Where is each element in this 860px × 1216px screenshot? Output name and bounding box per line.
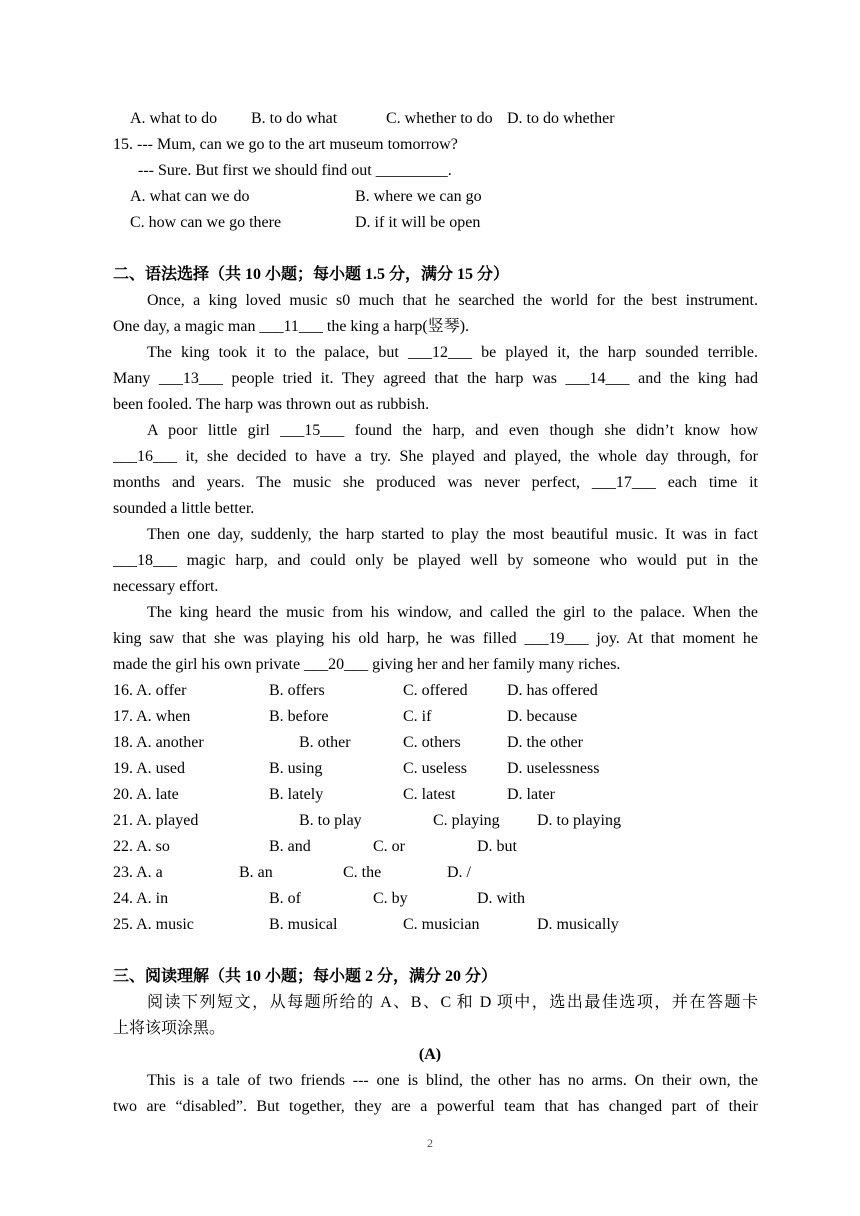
q14-option-b: B. to do what [251, 110, 338, 127]
option-item: B. offers [269, 682, 325, 699]
option-item: 23. A. a [113, 864, 163, 881]
passage-line: This is a tale of two friends --- one is blind, the other has no arms. On their own, the [147, 1072, 758, 1089]
passage-line: months and years. The music she produced was never perfect, ___17___ each time it [113, 474, 758, 491]
option-item: B. an [239, 864, 273, 881]
passage-line: The king heard the music from his window, and called the girl to the palace. When the [147, 604, 758, 621]
q15-option-c: C. how can we go there [130, 214, 282, 231]
option-item: B. using [269, 760, 323, 777]
option-item: B. lately [269, 786, 324, 803]
q15-option-b: B. where we can go [355, 188, 482, 205]
option-item: B. and [269, 838, 311, 855]
passage-line: The king took it to the palace, but ___12___ be played it, the harp sounded terrible. [147, 344, 758, 361]
q15-option-d: D. if it will be open [355, 214, 481, 231]
option-item: C. latest [403, 786, 456, 803]
passage-line: made the girl his own private ___20___ giving her and her family many riches. [113, 656, 621, 673]
page-number: 2 [427, 1136, 433, 1150]
section2-heading: 二、语法选择（共 10 小题；每小题 1.5 分，满分 15 分） [113, 266, 510, 283]
passage-line: Once, a king loved music s0 much that he searched the world for the best instrument. [147, 292, 758, 309]
option-item: C. or [373, 838, 405, 855]
option-item: B. other [299, 734, 351, 751]
option-item: C. musician [403, 916, 480, 933]
passage-line: ___18___ magic harp, and could only be played well by someone who would put in the [113, 552, 758, 569]
option-item: 17. A. when [113, 708, 191, 725]
passage-line: been fooled. The harp was thrown out as rubbish. [113, 396, 430, 413]
q14-option-c: C. whether to do [386, 110, 493, 127]
q15-question: 15. --- Mum, can we go to the art museum tomorrow? [113, 136, 458, 153]
option-item: 18. A. another [113, 734, 204, 751]
option-item: D. / [447, 864, 471, 881]
option-item: C. if [403, 708, 432, 725]
passage-line: Many ___13___ people tried it. They agreed that the harp was ___14___ and the king had [113, 370, 758, 387]
passage-label: (A) [418, 1046, 442, 1063]
q14-option-d: D. to do whether [507, 110, 615, 127]
option-item: 16. A. offer [113, 682, 187, 699]
section3-heading: 三、阅读理解（共 10 小题；每小题 2 分，满分 20 分） [113, 968, 498, 985]
option-item: C. others [403, 734, 461, 751]
passage-line: ___16___ it, she decided to have a try. She played and played, the whole day through, for [113, 448, 758, 465]
option-item: D. to playing [537, 812, 621, 829]
option-item: B. of [269, 890, 301, 907]
option-item: D. the other [507, 734, 583, 751]
option-item: D. with [477, 890, 525, 907]
section3-instruction-cont: 上将该项涂黑。 [113, 1020, 226, 1037]
option-item: B. before [269, 708, 329, 725]
q15-option-a: A. what can we do [130, 188, 250, 205]
option-item: D. but [477, 838, 517, 855]
option-item: B. to play [299, 812, 362, 829]
option-item: D. because [507, 708, 578, 725]
passage-line: necessary effort. [113, 578, 219, 595]
q15-answer: --- Sure. But first we should find out _________. [138, 162, 452, 179]
option-item: 21. A. played [113, 812, 199, 829]
section3-instruction: 阅读下列短文，从每题所给的 A、B、C 和 D 项中，选出最佳选项，并在答题卡 [147, 994, 758, 1011]
passage-line: Then one day, suddenly, the harp started to play the most beautiful music. It was in fact [147, 526, 758, 543]
option-item: C. useless [403, 760, 467, 777]
passage-line: two are “disabled”. But together, they are a powerful team that has changed part of their [113, 1098, 758, 1115]
option-item: 22. A. so [113, 838, 170, 855]
passage-line: king saw that she was playing his old harp, he was filled ___19___ joy. At that moment he [113, 630, 758, 647]
option-item: 19. A. used [113, 760, 185, 777]
option-item: B. musical [269, 916, 338, 933]
option-item: 24. A. in [113, 890, 169, 907]
option-item: 20. A. late [113, 786, 179, 803]
option-item: D. has offered [507, 682, 598, 699]
q14-option-a: A. what to do [130, 110, 218, 127]
option-item: D. uselessness [507, 760, 600, 777]
option-item: C. playing [433, 812, 500, 829]
option-item: D. later [507, 786, 555, 803]
option-item: C. by [373, 890, 408, 907]
option-item: C. the [343, 864, 382, 881]
passage-line: One day, a magic man ___11___ the king a harp(竖琴). [113, 318, 470, 335]
passage-line: A poor little girl ___15___ found the harp, and even though she didn’t know how [147, 422, 758, 439]
option-item: D. musically [537, 916, 619, 933]
option-item: C. offered [403, 682, 468, 699]
passage-line: sounded a little better. [113, 500, 255, 517]
option-item: 25. A. music [113, 916, 194, 933]
